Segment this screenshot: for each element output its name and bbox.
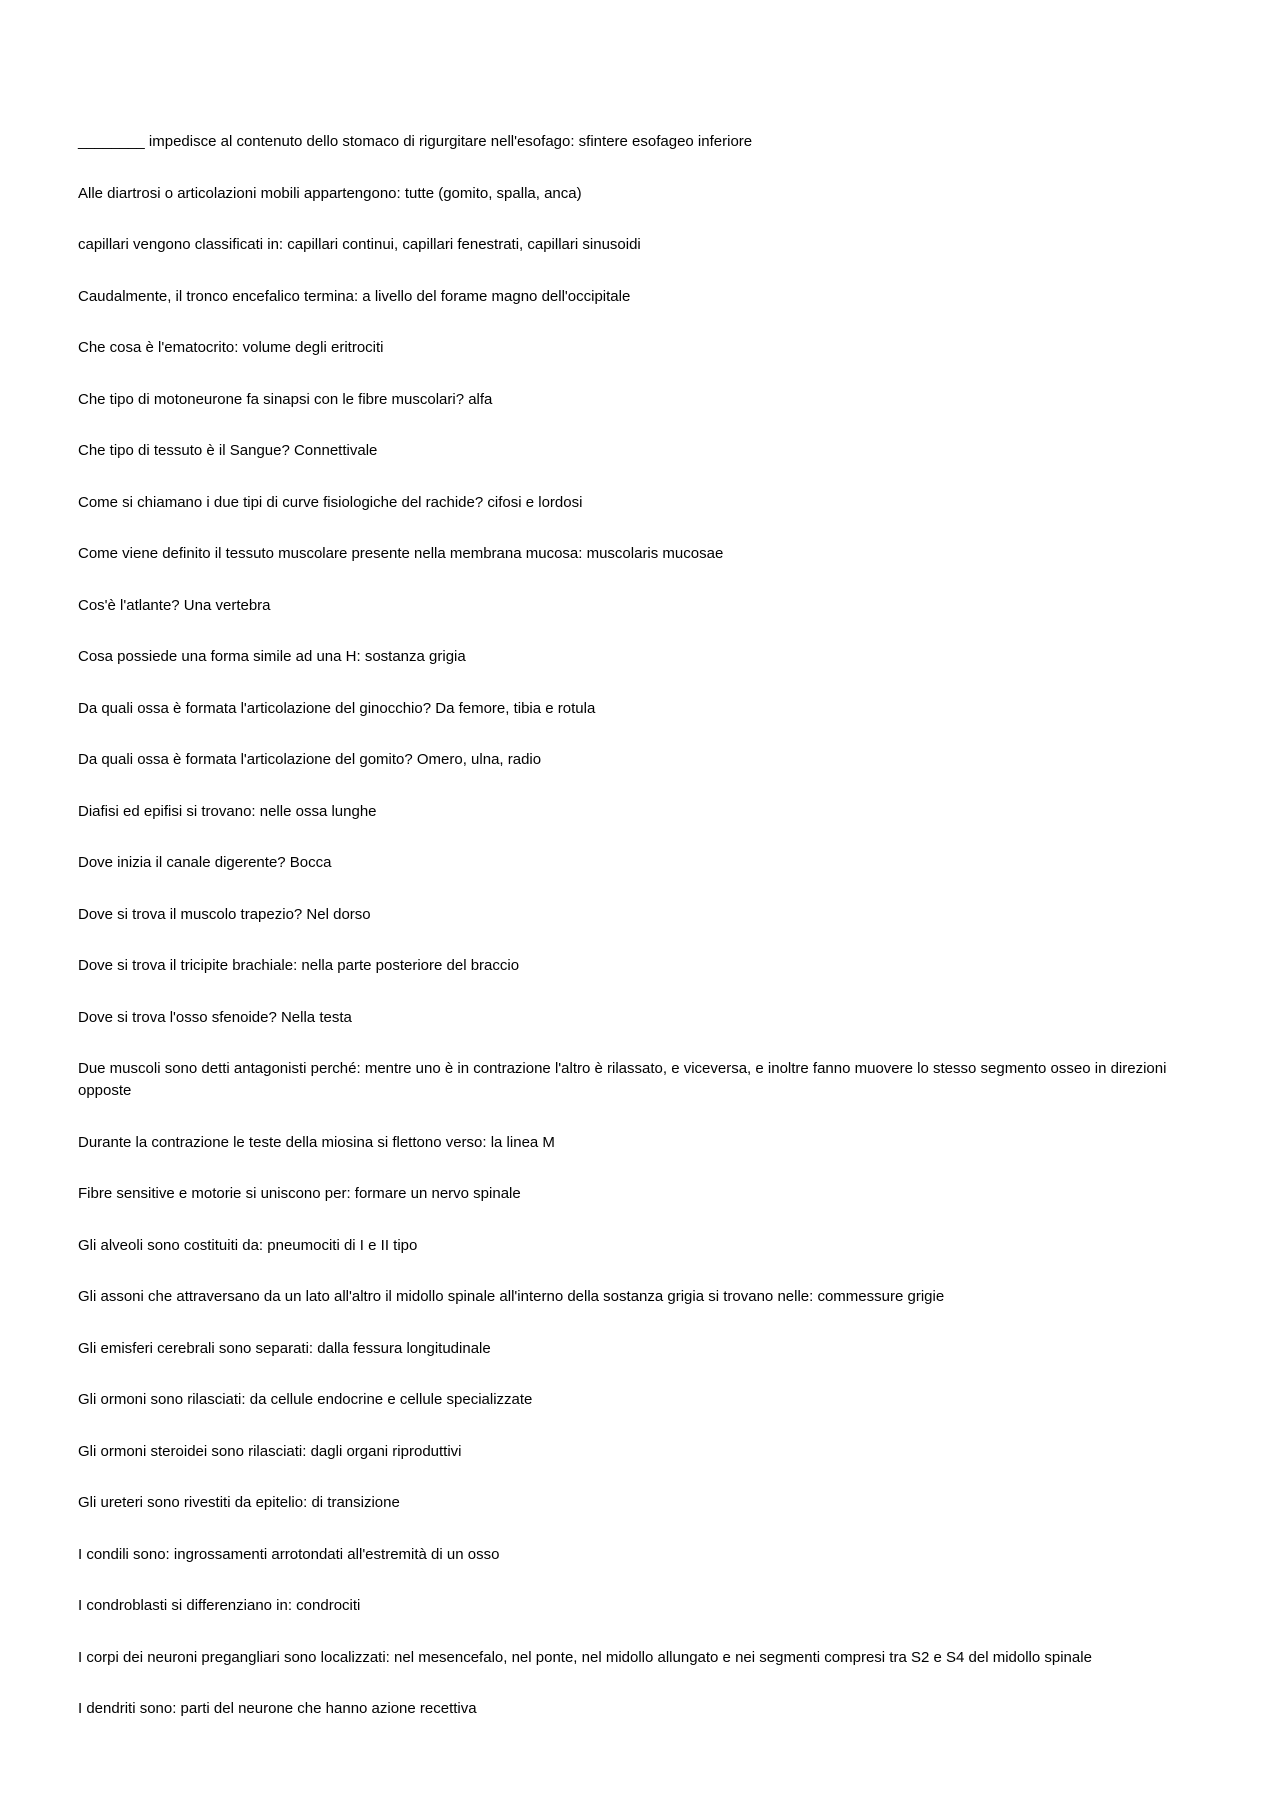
text-line: Dove si trova l'osso sfenoide? Nella testa <box>78 1008 352 1026</box>
text-line: Dove si trova il tricipite brachiale: nella parte posteriore del braccio <box>78 957 520 974</box>
text-line: Caudalmente, il tronco encefalico termina: a livello del forame magno dell'occipitale <box>78 287 631 305</box>
text-line: Che tipo di motoneurone fa sinapsi con le fibre muscolari? alfa <box>78 390 493 408</box>
text-line: Durante la contrazione le teste della miosina si flettono verso: la linea M <box>78 1133 555 1151</box>
text-line: Come viene definito il tessuto muscolare presente nella membrana mucosa: muscolaris mucosae <box>78 545 724 562</box>
text-line: Alle diartrosi o articolazioni mobili appartengono: tutte (gomito, spalla, anca) <box>78 184 582 202</box>
text-line: Come si chiamano i due tipi di curve fisiologiche del rachide? cifosi e lordosi <box>78 493 583 511</box>
text-line: I corpi dei neuroni pregangliari sono localizzati: nel mesencefalo, nel ponte, nel midollo allungato e nei segmenti compresi tra S2 e S4 del midollo spinale <box>78 1648 1092 1666</box>
text-line: I condroblasti si differenziano in: condrociti <box>78 1597 361 1614</box>
text-line: Da quali ossa è formata l'articolazione del gomito? Omero, ulna, radio <box>78 751 542 768</box>
text-line: Che cosa è l'ematocrito: volume degli eritrociti <box>78 339 384 356</box>
text-line: I dendriti sono: parti del neurone che hanno azione recettiva <box>78 1700 477 1717</box>
text-line: Dove inizia il canale digerente? Bocca <box>78 854 332 871</box>
text-line: Da quali ossa è formata l'articolazione del ginocchio? Da femore, tibia e rotula <box>78 699 596 717</box>
text-line: Gli ormoni steroidei sono rilasciati: dagli organi riproduttivi <box>78 1442 462 1460</box>
text-line: capillari vengono classificati in: capillari continui, capillari fenestrati, capillari sinusoidi <box>78 236 641 253</box>
text-line: Che tipo di tessuto è il Sangue? Connettivale <box>78 442 378 459</box>
text-line: Due muscoli sono detti antagonisti perché: mentre uno è in contrazione l'altro è rilassato, e viceversa, e inoltre fanno muovere lo stesso segmento osseo in direzioni opposte <box>78 1060 1167 1099</box>
text-line: Gli emisferi cerebrali sono separati: dalla fessura longitudinale <box>78 1339 491 1357</box>
document-body <box>78 131 1182 1750</box>
text-line: Diafisi ed epifisi si trovano: nelle ossa lunghe <box>78 802 377 820</box>
text-line: ________ impedisce al contenuto dello stomaco di rigurgitare nell'esofago: sfintere esofageo inferiore <box>78 133 753 150</box>
text-line: Cosa possiede una forma simile ad una H: sostanza grigia <box>78 648 466 665</box>
text-line: Gli alveoli sono costituiti da: pneumociti di I e II tipo <box>78 1236 418 1254</box>
text-line: Dove si trova il muscolo trapezio? Nel dorso <box>78 905 371 923</box>
text-line: Fibre sensitive e motorie si uniscono per: formare un nervo spinale <box>78 1185 521 1202</box>
text-line: Gli assoni che attraversano da un lato all'altro il midollo spinale all'interno della sostanza grigia si trovano nelle: commessure grigie <box>78 1288 945 1305</box>
text-line: Gli ormoni sono rilasciati: da cellule endocrine e cellule specializzate <box>78 1391 533 1408</box>
text-line: Gli ureteri sono rivestiti da epitelio: di transizione <box>78 1494 400 1511</box>
text-line: Cos'è l'atlante? Una vertebra <box>78 596 271 614</box>
text-line: I condili sono: ingrossamenti arrotondati all'estremità di un osso <box>78 1545 500 1563</box>
